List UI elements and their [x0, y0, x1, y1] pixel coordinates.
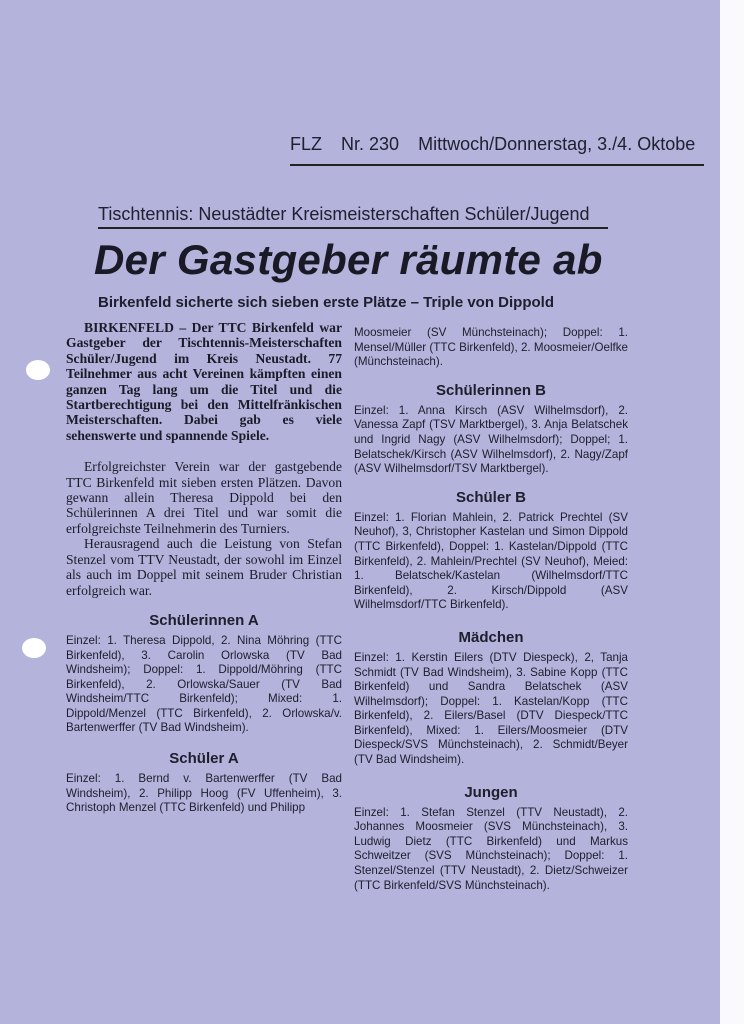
section-results-continued: Moosmeier (SV Münchsteinach); Doppel: 1. Mensel/Müller (TTC Birkenfeld), 2. Moosmeier/Oelfke (Münchsteinach).	[354, 326, 628, 369]
punch-hole	[22, 638, 46, 658]
body-paragraph: Herausragend auch die Leistung von Stefan Stenzel vom TTV Neustadt, der sowohl im Einzel als auch im Doppel mit seinem Bruder Christian erfolgreich war.	[66, 536, 342, 598]
issue-number: Nr. 230	[341, 134, 400, 154]
section-results: Einzel: 1. Anna Kirsch (ASV Wilhelmsdorf), 2. Vanessa Zapf (TSV Marktbergel), 3. Anja Belatschek und Ingrid Nagy (ASV Wilhelmsdorf); Doppel; 1. Belatschek/Kirsch (ASV Wilhelmsdorf), 2. Nagy/Zapf (ASV Wilhelmsdorf/TSV Marktbergel).	[354, 403, 628, 476]
section-title-jungen: Jungen	[464, 783, 518, 801]
newspaper-header	[290, 134, 704, 166]
section-title-maedchen: Mädchen	[458, 628, 524, 646]
section-results: Einzel: 1. Stefan Stenzel (TTV Neustadt), 2. Johannes Moosmeier (SVS Münchsteinach), 3. Ludwig Dietz (TTC Birkenfeld) und Markus Schweitzer (SVS Münchsteinach); Doppel: 1. Stenzel/Stenzel (TTV Neustadt), 2. Dietz/Schweizer (TTC Birkenfeld/SVS Münchsteinach).	[354, 805, 628, 892]
issue-date: Mittwoch/Donnerstag, 3./4. Oktobe	[418, 134, 696, 154]
header-rule	[290, 164, 704, 166]
section-title-schueler-b: Schüler B	[455, 488, 527, 506]
body-paragraph: Erfolgreichster Verein war der gastgebende TTC Birkenfeld mit sieben ersten Plätzen. Davon gewann allein Theresa Dippold bei den Schülerinnen A drei Titel und war somit die erfolgreichste Teilnehmerin des Turniers.	[66, 459, 342, 536]
lead-paragraph: BIRKENFELD – Der TTC Birkenfeld war Gastgeber der Tischtennis-Meisterschaften Schüler/Jugend im Kreis Neustadt. 77 Teilnehmer aus acht Vereinen kämpften einen ganzen Tag lang um die Titel und die Startberechtigung bei den Mittelfränkischen Meisterschaften. Dabei gab es viele sehenswerte und spannende Spiele.	[66, 320, 342, 443]
section-title-schuelerinnen-b: Schülerinnen B	[435, 381, 547, 399]
right-column	[354, 326, 628, 893]
section-results: Einzel: 1. Florian Mahlein, 2. Patrick Prechtel (SV Neuhof), 3, Christopher Kastelan und Simon Dippold (TTC Birkenfeld), Doppel: 1. Kastelan/Dippold (TTC Birkenfeld), 2. Mahlein/Prechtel (SV Neuhof), Meied: 1. Belatschek/Kastelan (Wilhelmsdorf/TTC Birkenfeld), 2. Kirsch/Dippold (ASV Wilhelmsdorf/TTC Birkenfeld).	[354, 510, 628, 612]
kicker: Tischtennis: Neustädter Kreismeisterschaften Schüler/Jugend	[98, 204, 608, 229]
punch-hole	[26, 360, 50, 380]
paper-name: FLZ	[290, 134, 323, 154]
subheadline: Birkenfeld sicherte sich sieben erste Plätze – Triple von Dippold	[98, 294, 554, 311]
scan-margin	[720, 0, 744, 1024]
section-title-schuelerinnen-a: Schülerinnen A	[149, 611, 259, 629]
section-results: Einzel: 1. Kerstin Eilers (DTV Diespeck), 2, Tanja Schmidt (TV Bad Windsheim), 3. Sabine Kopp (TTC Birkenfeld) und Sandra Belatschek (ASV Wilhelmsdorf); Doppel: 1. Kastelan/Kopp (TTC Birkenfeld), 2. Eilers/Basel (DTV Diespeck/TTC Birkenfeld), Mixed: 1. Eilers/Moosmeier (DTV Diespeck/SVS Münchsteinach), 2. Schmidt/Beyer (TV Bad Windsheim).	[354, 650, 628, 767]
section-title-schueler-a: Schüler A	[169, 750, 239, 768]
section-results: Einzel: 1. Theresa Dippold, 2. Nina Möhring (TTC Birkenfeld), 3. Carolin Orlowska (TV Bad Windsheim); Doppel: 1. Dippold/Möhring (TTC Birkenfeld), 2. Orlowska/Sauer (TV Bad Windsheim/TTC Birkenfeld); Mixed: 1. Dippold/Menzel (TTC Birkenfeld), 2. Orlowska/v. Bartenwerffer (TV Bad Windsheim).	[66, 633, 342, 735]
section-results: Einzel: 1. Bernd v. Bartenwerffer (TV Bad Windsheim), 2. Philipp Hoog (FV Uffenheim), 3. Christoph Menzel (TTC Birkenfeld) und Philipp	[66, 772, 342, 815]
headline: Der Gastgeber räumte ab	[94, 236, 603, 283]
left-column	[66, 320, 342, 816]
